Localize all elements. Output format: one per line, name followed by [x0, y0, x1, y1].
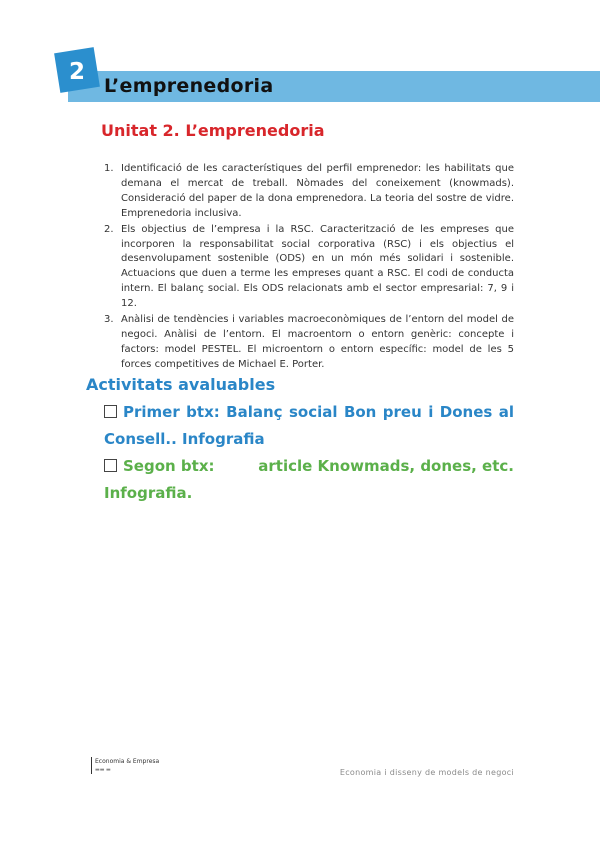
- publisher-logo: [95, 758, 159, 774]
- unit-title: Unitat 2. L’emprenedoria: [101, 121, 325, 140]
- list-item-number: 3.: [104, 314, 114, 326]
- activity-text: Primer btx: Balanç social Bon preu i Dones al: [123, 403, 514, 421]
- activity-item-primer: [104, 399, 514, 453]
- activity-line: [104, 426, 514, 453]
- list-item-text: Identificació de les característiques del perfil emprenedor: les habilitats que demana el mercat de treball. Nòmades del coneixement (knowmads). Consideració del paper de la dona emprenedora. La teoria del sostre de vidre. Emprenedoria inclusiva.: [121, 163, 514, 219]
- activity-line: [104, 453, 514, 480]
- publisher-name: Economia & Empresa: [95, 758, 160, 765]
- activity-text: Consell.. Infografia: [104, 430, 265, 448]
- list-item-number: 1.: [104, 163, 114, 174]
- list-item-text: Anàlisi de tendències i variables macroeconòmiques de l’entorn del model de negoci. Anàlisi de l’entorn. El macroentorn o entorn genèric: concepte i factors: model PESTEL. El microentorn o entorn específic: model de les 5 forces competitives de Michael E. Porter.: [121, 314, 514, 370]
- footer-book-title: Economia i disseny de models de negoci: [339, 768, 514, 777]
- activity-line: [104, 480, 514, 507]
- topics-list: [101, 162, 514, 374]
- activity-text: article Knowmads, dones, etc.: [258, 457, 514, 475]
- list-item: [101, 162, 514, 222]
- activity-label-group: [104, 453, 215, 480]
- list-item-number: 2.: [104, 223, 114, 235]
- publisher-mark: ▬▬ ▬: [95, 767, 111, 773]
- activity-text: Infografia.: [104, 484, 193, 502]
- chapter-number: 2: [68, 59, 85, 85]
- activity-text: Segon btx:: [123, 457, 215, 475]
- chapter-title: L’emprenedoria: [104, 75, 274, 97]
- list-item-text: Els objectius de l’empresa i la RSC. Caracterització de les empreses que incorporen la responsabilitat social corporativa (RSC) i els objectius el desenvolupament sostenible (ODS) en un món més solidari i sostenible. Actuacions que duen a terme les empreses quant a RSC. El codi de conducta intern. El balanç social. Els ODS relacionats amb el sector empresarial: 7, 9 i 12.: [121, 223, 514, 310]
- footer-divider: [91, 757, 92, 774]
- activity-line: [104, 399, 514, 426]
- list-item: [101, 223, 514, 312]
- checkbox-icon: [104, 405, 117, 418]
- checkbox-icon: [104, 459, 117, 472]
- activity-item-segon: [104, 453, 514, 507]
- activities-heading: Activitats avaluables: [86, 375, 276, 394]
- list-item: [101, 313, 514, 373]
